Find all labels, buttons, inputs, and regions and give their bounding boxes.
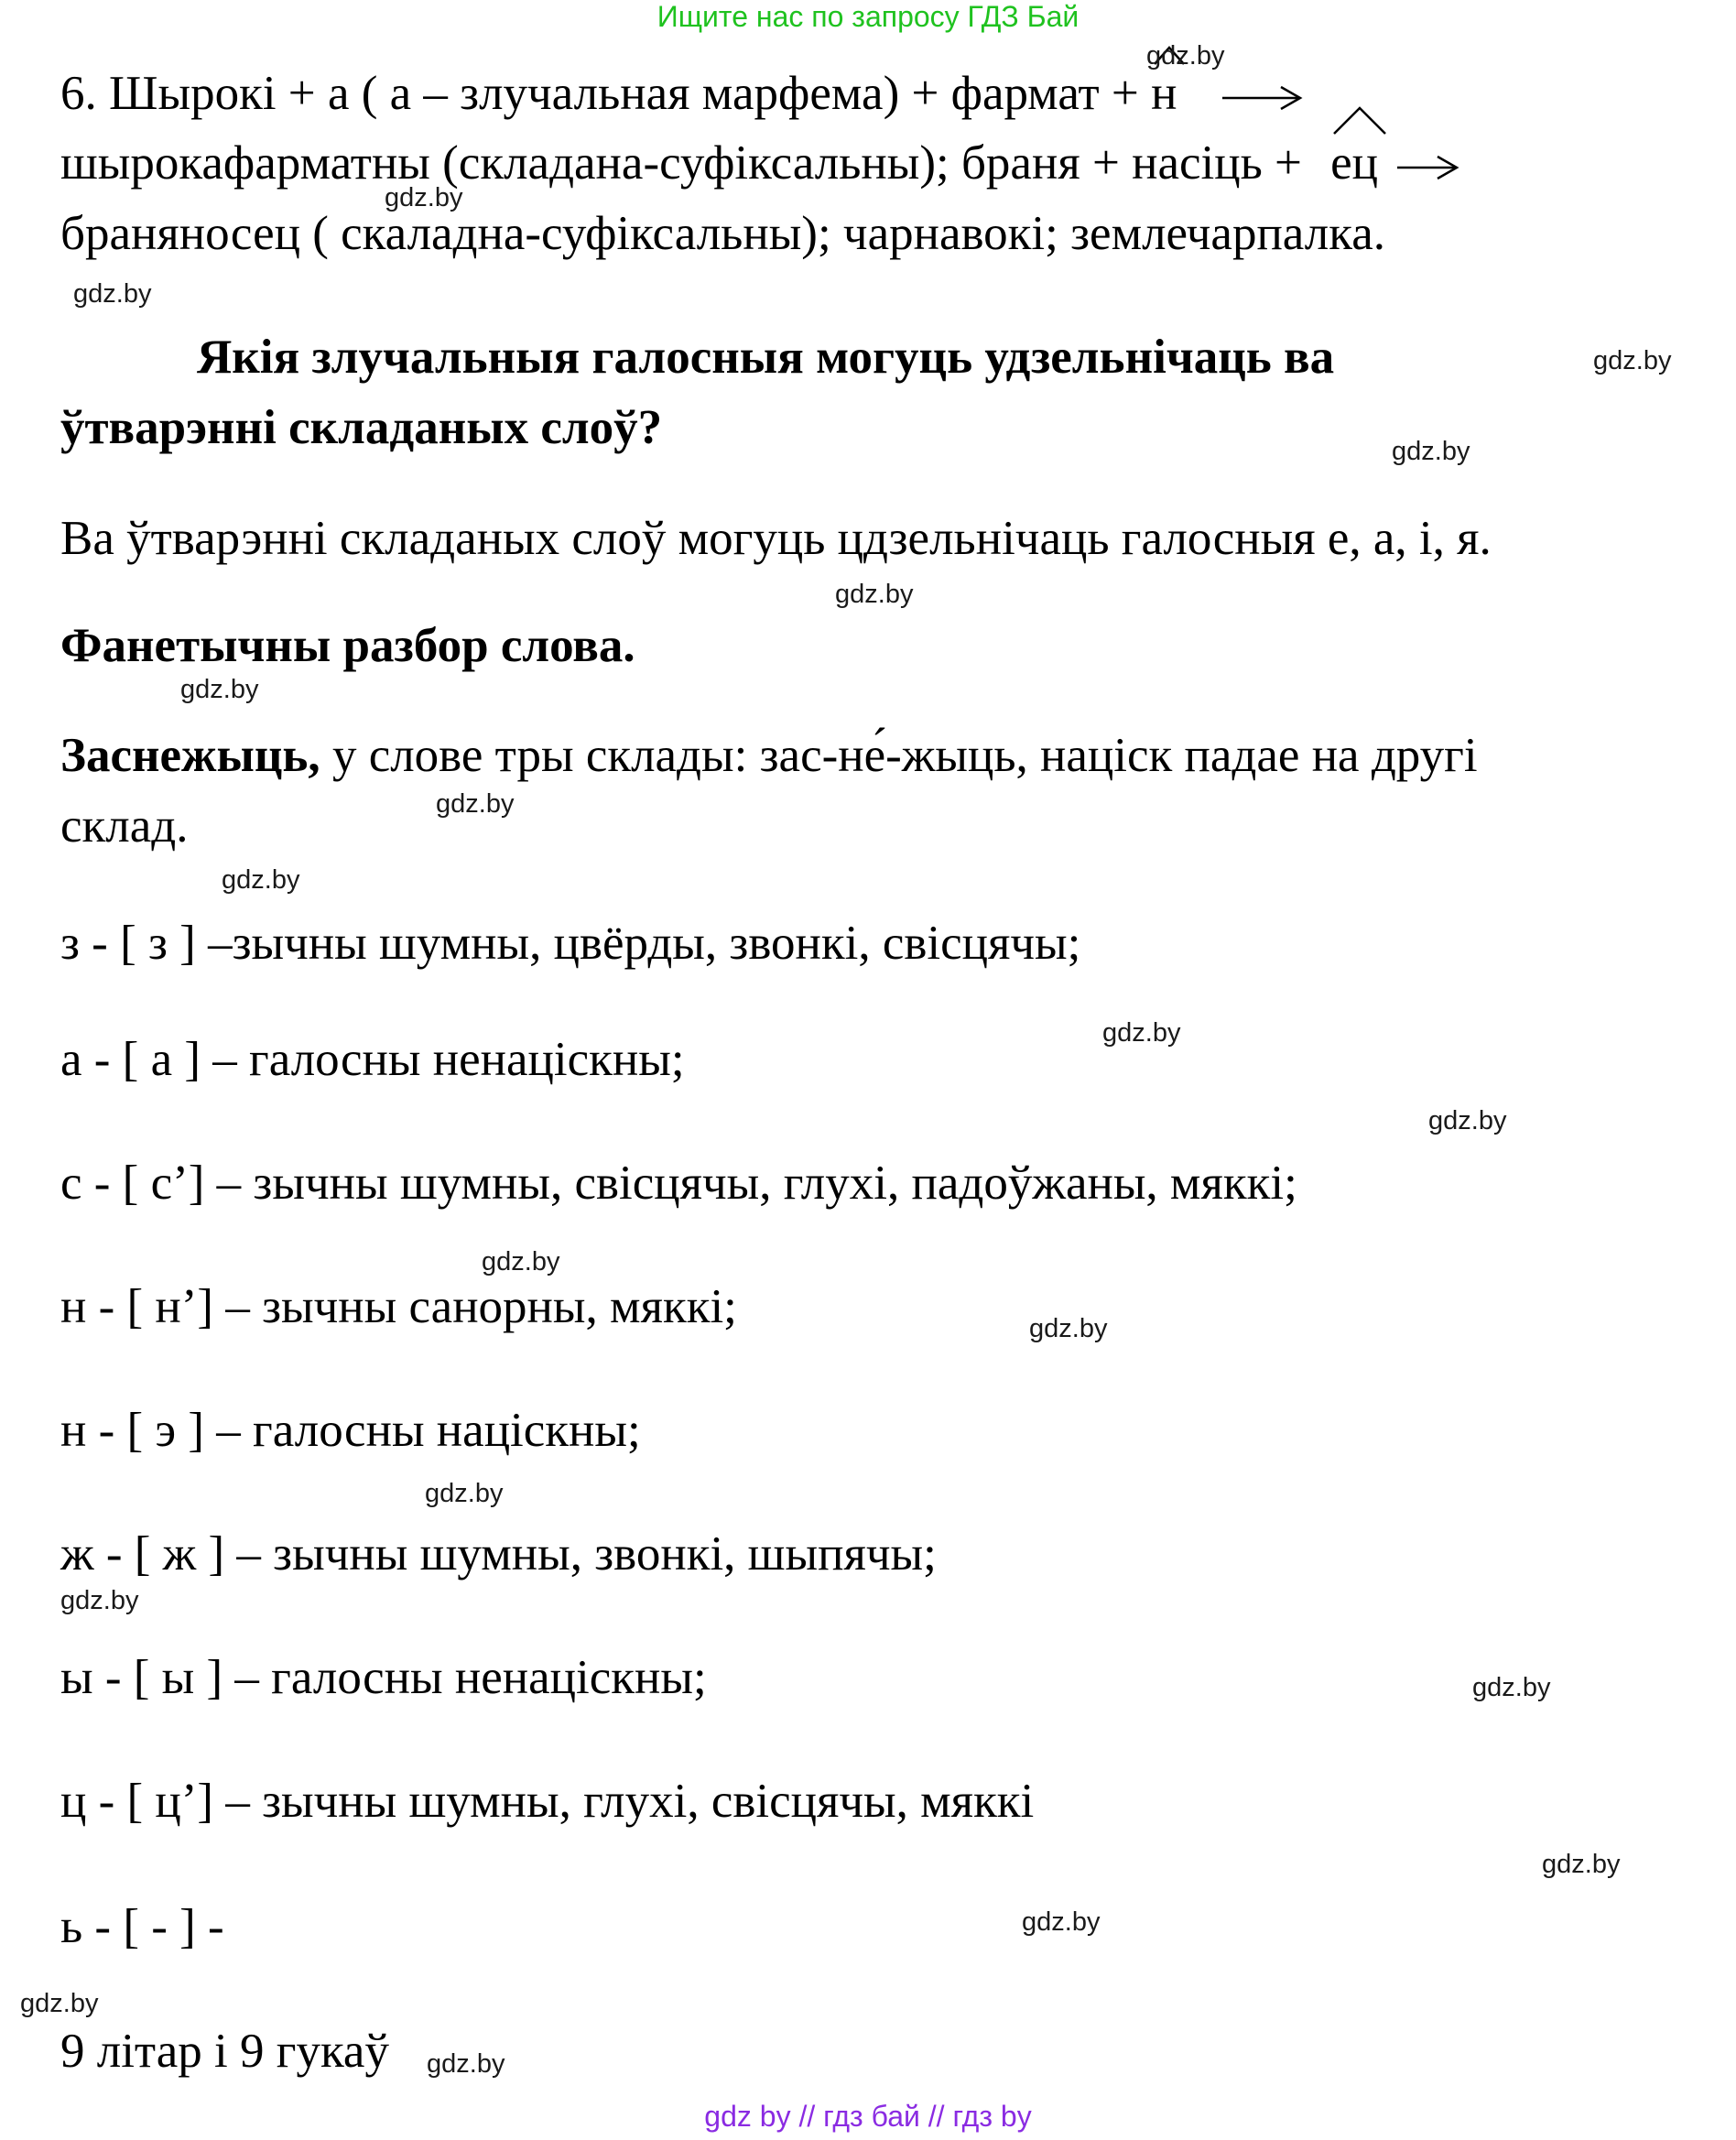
question-line2: ўтварэнні складаных слоў? <box>60 401 663 454</box>
sound-item: с - [ с’] – зычны шумны, свісцячы, глухі, падоўжаны, мяккі; <box>60 1157 1297 1210</box>
watermark: gdz.by <box>436 789 515 819</box>
watermark: gdz.by <box>427 2049 505 2079</box>
suffix-ec-morpheme <box>1330 136 1378 190</box>
word-rest: у слове тры склады: зас-не́-жыць, націск падае на другі <box>320 729 1478 782</box>
suffix-ec-text: ец <box>1330 136 1379 190</box>
sound-item: н - [ н’] – зычны санорны, мяккі; <box>60 1280 737 1333</box>
sound-item: ь - [ - ] - <box>60 1900 224 1953</box>
suffix-n-morpheme <box>1151 66 1177 121</box>
word-intro <box>60 728 1478 783</box>
watermark: gdz.by <box>1022 1907 1101 1937</box>
phonetic-title: Фанетычны разбор слова. <box>60 619 635 672</box>
watermark: gdz.by <box>222 865 300 895</box>
suffix-n-text: н <box>1151 67 1177 120</box>
top-banner: Ищите нас по запросу ГДЗ Бай <box>656 0 1080 33</box>
watermark: gdz.by <box>1428 1106 1507 1135</box>
watermark: gdz.by <box>1593 346 1672 375</box>
watermark: gdz.by <box>1102 1018 1181 1048</box>
task6-line2-text: шырокафарматны (складана-суфіксальны); браня + насіць + <box>60 136 1302 190</box>
watermark: gdz.by <box>482 1247 560 1276</box>
watermark: gdz.by <box>1029 1314 1108 1343</box>
task6-line2 <box>60 136 1459 190</box>
sound-item: н - [ э ] – галосны націскны; <box>60 1404 641 1457</box>
task6-line1 <box>60 66 1303 121</box>
watermark: gdz.by <box>425 1479 504 1508</box>
sound-item: ы - [ ы ] – галосны ненаціскны; <box>60 1651 707 1704</box>
question-line1: Якія злучальныя галосныя могуць удзельнічаць ва <box>197 331 1335 384</box>
bottom-banner: gdz by // гдз бай // гдз by <box>704 2100 1032 2133</box>
watermark: gdz.by <box>60 1586 139 1615</box>
watermark: gdz.by <box>1146 41 1225 71</box>
word-bold: Заснежыць, <box>60 729 320 782</box>
right-arrow-icon <box>1395 154 1459 181</box>
watermark: gdz.by <box>1472 1673 1551 1702</box>
sound-item: з - [ з ] –зычны шумны, цвёрды, звонкі, свісцячы; <box>60 917 1081 970</box>
watermark: gdz.by <box>180 675 259 704</box>
watermark: gdz.by <box>835 580 914 609</box>
task6-line3: браняносец ( скаладна-суфіксальны); чарнавокі; землечарпалка. <box>60 207 1385 260</box>
suffix-caret-icon <box>1330 104 1389 136</box>
right-arrow-icon <box>1221 84 1303 112</box>
summary-text: 9 літар і 9 гукаў <box>60 2025 389 2078</box>
answer-text: Ва ўтварэнні складаных слоў могуць цдзельнічаць галосныя е, а, і, я. <box>60 512 1492 565</box>
watermark: gdz.by <box>73 279 152 309</box>
watermark: gdz.by <box>385 183 463 212</box>
sound-item: ж - [ ж ] – зычны шумны, звонкі, шыпячы; <box>60 1527 937 1581</box>
watermark: gdz.by <box>20 1989 99 2018</box>
watermark: gdz.by <box>1542 1850 1621 1879</box>
watermark: gdz.by <box>1392 437 1470 466</box>
word-rest2: склад. <box>60 799 189 853</box>
sound-item: ц - [ ц’] – зычны шумны, глухі, свісцячы, мяккі <box>60 1775 1035 1828</box>
sound-item: а - [ а ] – галосны ненаціскны; <box>60 1033 685 1086</box>
task6-line1-text: 6. Шырокі + а ( а – злучальная марфема) + фармат + <box>60 67 1139 120</box>
